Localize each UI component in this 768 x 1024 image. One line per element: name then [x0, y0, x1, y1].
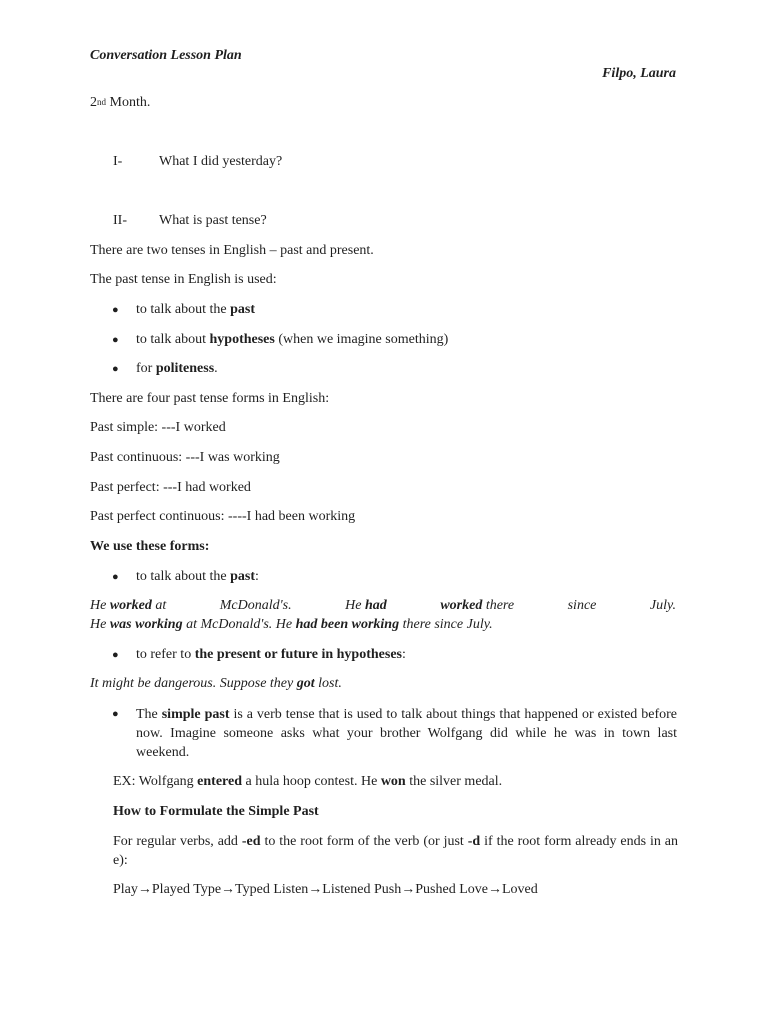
intro-two-tenses: There are two tenses in English – past and present.	[90, 243, 374, 258]
we-use-heading: We use these forms:	[90, 539, 210, 554]
section-number: I-	[113, 154, 123, 169]
list-item: to talk about the past:	[136, 569, 259, 584]
month-text: Month.	[106, 95, 151, 110]
example-word: July.	[649, 598, 676, 613]
bullet-icon: ●	[112, 649, 119, 661]
bullet-icon: ●	[112, 304, 119, 316]
list-item: to talk about hypotheses (when we imagine something)	[136, 332, 449, 347]
month-line	[90, 94, 150, 112]
author-name: Filpo, Laura	[602, 66, 676, 81]
simple-past-paragraph: The simple past is a verb tense that is used to talk about things that happened or existed before now. Imagine someone asks what your brother Wolfgang did while he was in town last weekend.	[136, 707, 677, 760]
section-number: II-	[113, 213, 127, 228]
form-item: Past continuous: ---I was working	[90, 450, 280, 465]
section-heading: What I did yesterday?	[159, 154, 283, 169]
bullet-icon: ●	[112, 708, 119, 720]
intro-used: The past tense in English is used:	[90, 272, 277, 287]
list-item: for politeness.	[136, 361, 218, 376]
bullet-icon: ●	[112, 334, 119, 346]
example-word: He worked at	[90, 598, 167, 613]
form-item: Past simple: ---I worked	[90, 420, 226, 435]
bullet-icon: ●	[112, 363, 119, 375]
month-ordinal-suffix: nd	[97, 97, 106, 107]
document-title: Conversation Lesson Plan	[90, 48, 242, 63]
example-word: McDonald's.	[219, 598, 292, 613]
regular-verbs-paragraph: For regular verbs, add -ed to the root form of the verb (or just -d if the root form already ends in an e):	[113, 834, 678, 868]
forms-intro: There are four past tense forms in English:	[90, 391, 330, 406]
section-heading: What is past tense?	[159, 213, 267, 228]
example-line: He was working at McDonald's. He had been working there since July.	[90, 617, 493, 632]
example-word: since	[567, 598, 597, 613]
example-sentence: EX: Wolfgang entered a hula hoop contest. He won the silver medal.	[113, 774, 503, 789]
form-item: Past perfect continuous: ----I had been working	[90, 509, 356, 524]
bullet-icon: ●	[112, 571, 119, 583]
example-word: He had	[345, 598, 387, 613]
example-line-justified	[90, 597, 676, 615]
form-item: Past perfect: ---I had worked	[90, 480, 251, 495]
example-line: It might be dangerous. Suppose they got lost.	[90, 676, 342, 691]
verbs-examples-line: Play→Played Type→Typed Listen→Listened Push→Pushed Love→Loved	[113, 882, 538, 897]
list-item: to refer to the present or future in hypotheses:	[136, 647, 406, 662]
example-word: worked there	[440, 598, 515, 613]
list-item: to talk about the past	[136, 302, 255, 317]
how-to-heading: How to Formulate the Simple Past	[113, 804, 319, 819]
month-number: 2	[90, 95, 97, 110]
